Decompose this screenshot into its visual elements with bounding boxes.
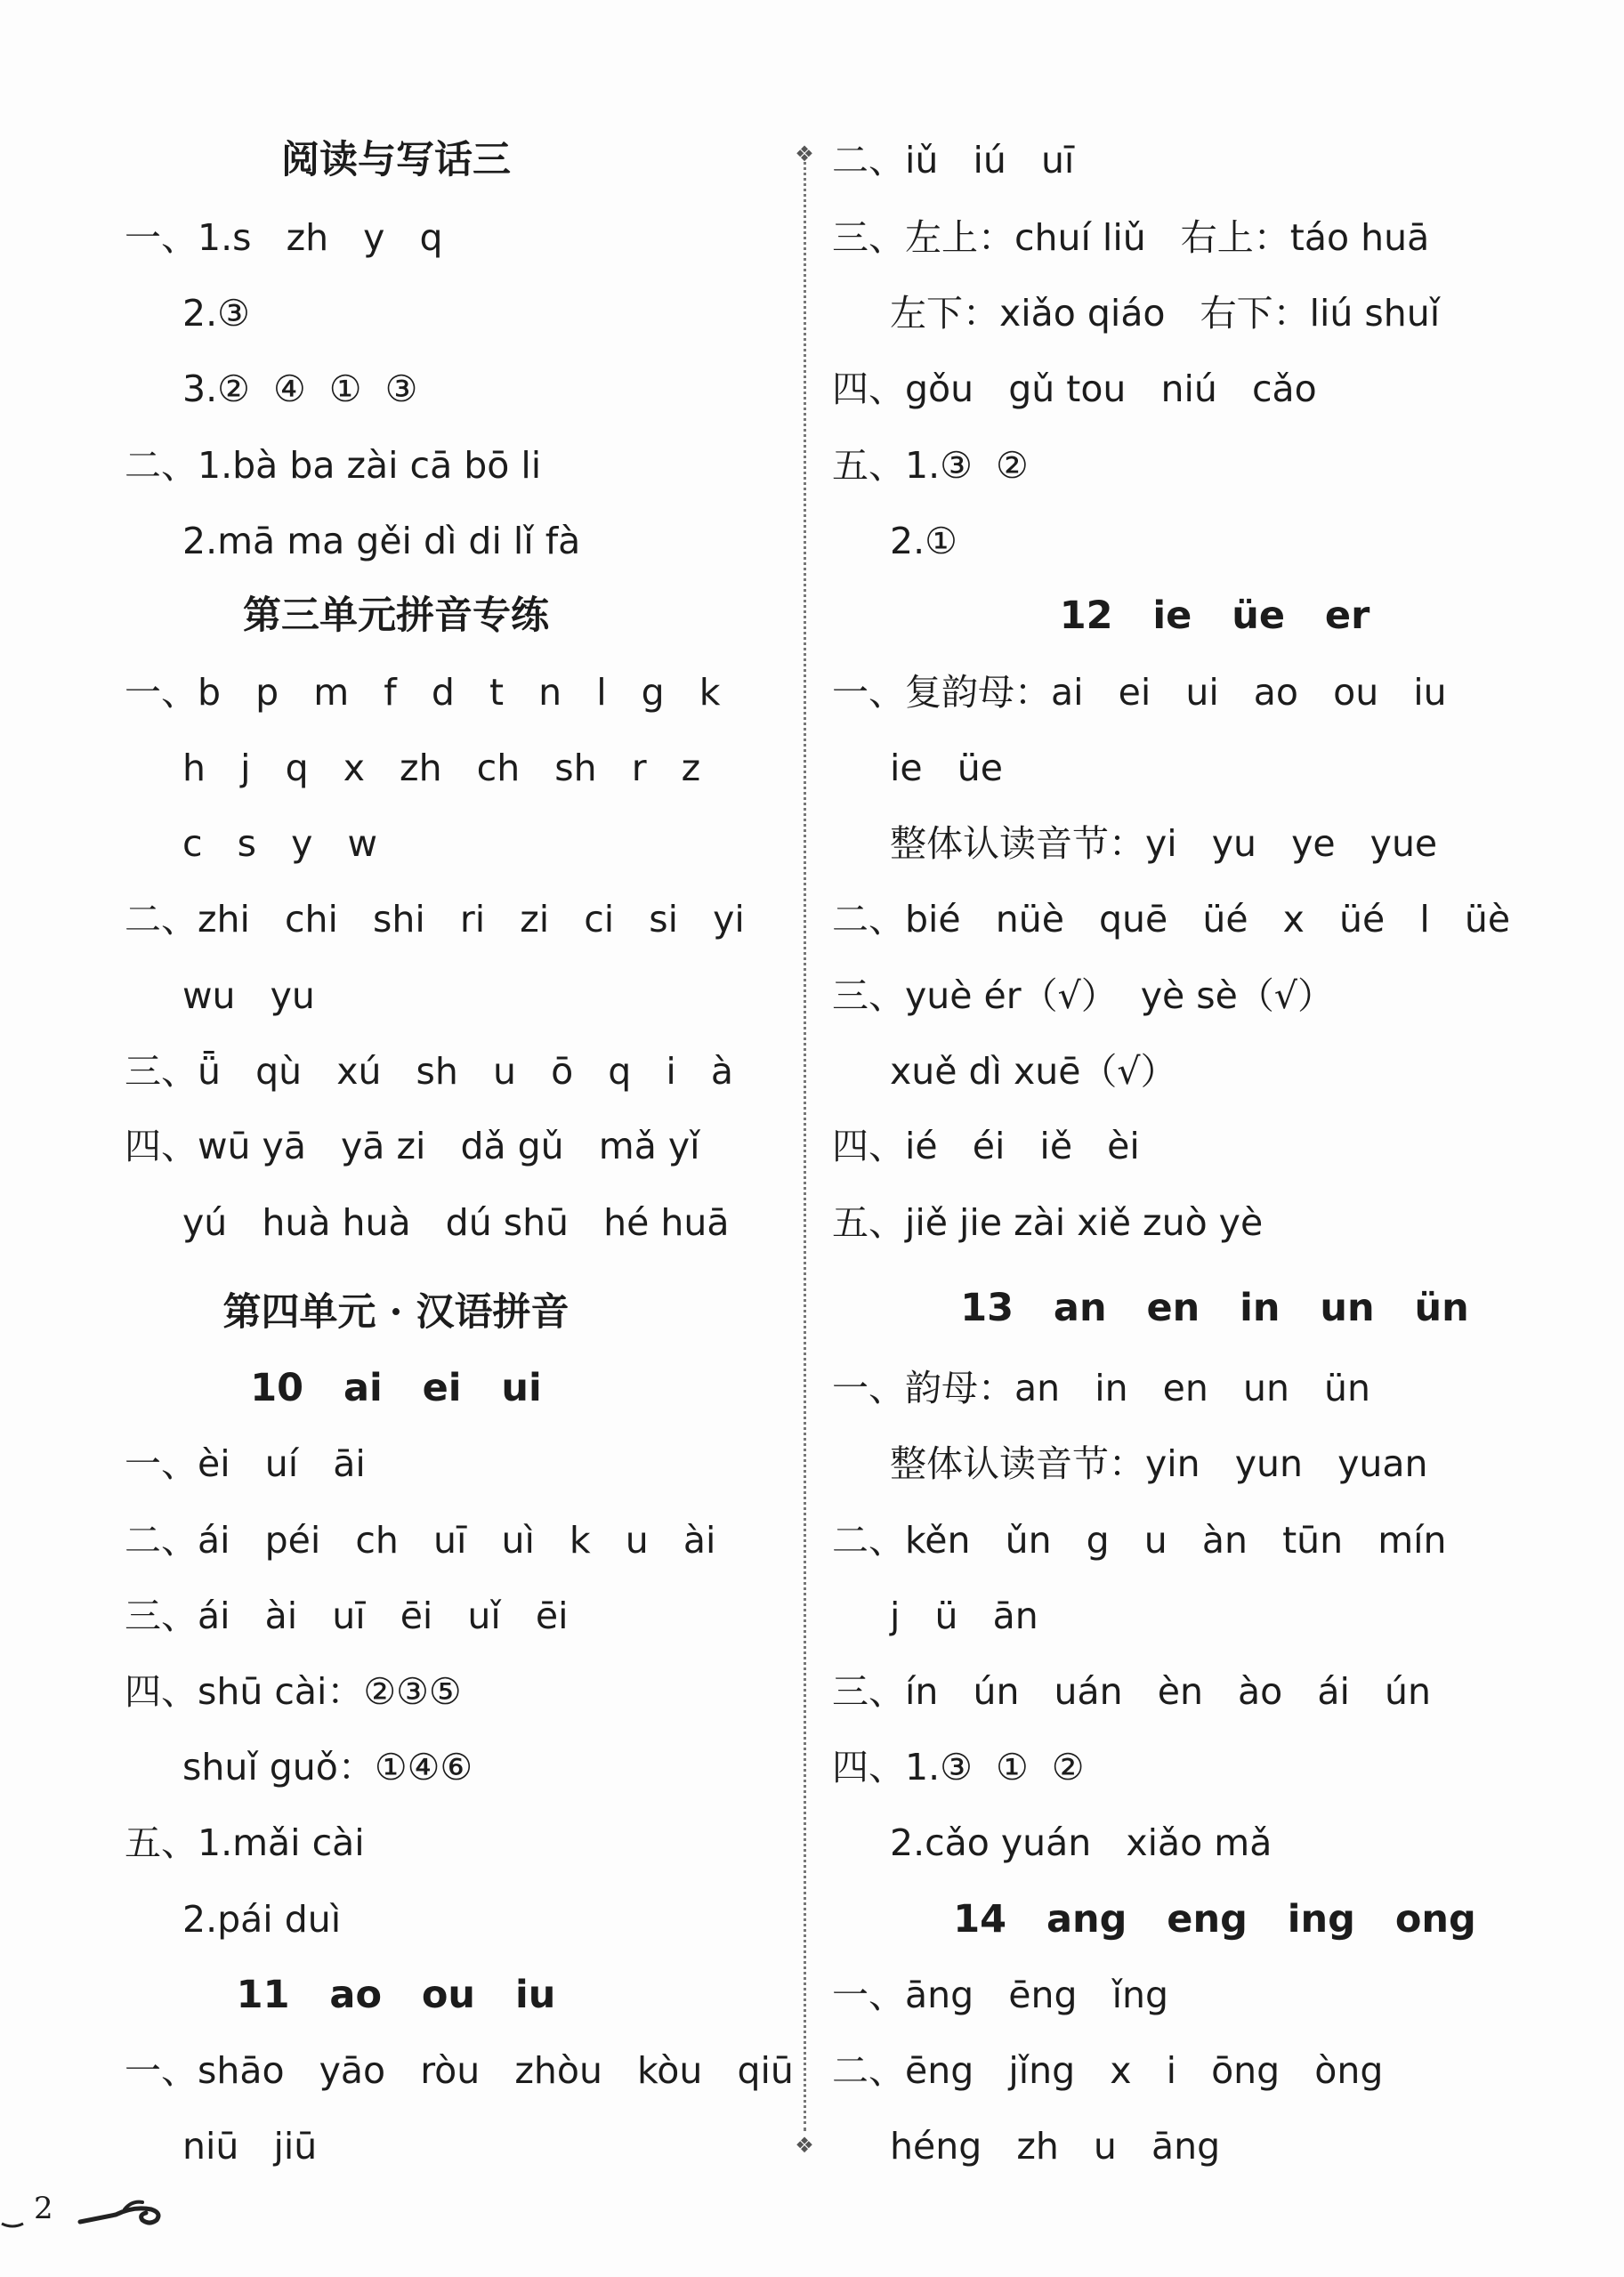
answer-row (182, 969, 792, 1022)
answer-row (890, 1589, 1624, 1643)
answer-row (182, 362, 792, 416)
answer-row (125, 211, 792, 264)
item-label: 五、 (832, 444, 905, 487)
item-label: 三、 (125, 1050, 198, 1093)
answer-text: ín ún uán èn ào ái ún (905, 1670, 1431, 1713)
item-label: 一、 (832, 671, 905, 714)
answer-row (832, 1514, 1624, 1567)
answer-text: 2.pái duì (182, 1898, 342, 1941)
answer-text: bié nüè quē üé x üé l üè (905, 898, 1511, 941)
answer-text: niū jiū (182, 2125, 318, 2168)
answer-text: c s y w (182, 822, 377, 865)
answer-row (832, 211, 1624, 264)
item-label: 二、 (832, 139, 905, 182)
item-label: 二、 (125, 1519, 198, 1562)
item-label: 三、 (832, 1670, 905, 1713)
answer-text: ái ài uī ēi uǐ ēi (198, 1595, 569, 1637)
answer-text: gǒu gǔ tou niú cǎo (905, 367, 1317, 410)
answer-row (832, 2044, 1624, 2097)
item-label: 三、 (832, 974, 905, 1017)
answer-text: j ü ān (890, 1595, 1038, 1637)
answer-row (832, 666, 1624, 719)
item-label: 五、 (832, 1201, 905, 1244)
answer-row (890, 287, 1624, 340)
answer-row (890, 741, 1624, 795)
answer-row (832, 1665, 1624, 1718)
answer-row (832, 439, 1624, 492)
answer-text: ēng jǐng x i ōng òng (905, 2049, 1384, 2092)
answer-row (890, 817, 1624, 870)
answer-text: ǖ qù xú sh u ō q i à (198, 1050, 733, 1093)
answer-text: 1.mǎi cài (198, 1821, 365, 1864)
divider-knot-icon: ❖ (795, 141, 814, 166)
answer-text: 2.③ (182, 292, 250, 335)
answer-row (832, 1968, 1624, 2022)
item-label: 四、 (832, 367, 905, 410)
answer-text: 3.② ④ ① ③ (182, 367, 418, 410)
answer-row (182, 1740, 792, 1794)
answer-text: b p m f d t n l g k (198, 671, 721, 714)
answer-text: 1.③ ① ② (905, 1746, 1085, 1788)
answer-row (182, 514, 792, 568)
item-label: 一、 (125, 1442, 198, 1485)
answer-row (182, 1893, 792, 1946)
section-title-reading: 阅读与写话三 (281, 138, 511, 182)
answer-row (890, 514, 1624, 568)
answer-text: 左上：chuí liǔ 右上：táo huā (905, 216, 1430, 259)
answer-row (832, 362, 1624, 416)
answer-text: ái péi ch uī uì k u ài (198, 1519, 716, 1562)
answer-row (832, 1196, 1624, 1249)
item-label: 二、 (832, 1519, 905, 1562)
answer-text: wū yā yā zi dǎ gǔ mǎ yǐ (198, 1125, 700, 1167)
answer-row (125, 1665, 792, 1718)
answer-row (832, 1361, 1624, 1415)
item-label: 二、 (832, 2049, 905, 2092)
item-label: 四、 (125, 1670, 198, 1713)
answer-row (890, 2120, 1624, 2173)
answer-row (125, 1589, 792, 1643)
answer-text: āng ēng ǐng (905, 1974, 1168, 2016)
answer-text: shuǐ guǒ：①④⑥ (182, 1746, 473, 1788)
answer-text: 韵母：an in en un ün (905, 1367, 1371, 1409)
answer-text: héng zh u āng (890, 2125, 1221, 2168)
item-label: 三、 (832, 216, 905, 259)
answer-row (890, 1437, 1624, 1490)
item-label: 二、 (832, 898, 905, 941)
item-label: 五、 (125, 1821, 198, 1864)
answer-text: shāo yāo ròu zhòu kòu qiū (198, 2049, 794, 2092)
divider-knot-icon: ❖ (795, 2133, 814, 2158)
answer-row (125, 1816, 792, 1869)
answer-row (182, 2120, 792, 2173)
answer-text: ié éi iě èi (905, 1125, 1140, 1167)
lesson-title-12: 12 ie üe er (1059, 593, 1370, 638)
answer-row (832, 1740, 1624, 1794)
item-label: 三、 (125, 1595, 198, 1637)
item-label: 四、 (832, 1125, 905, 1167)
answer-text: jiě jie zài xiě zuò yè (905, 1201, 1264, 1244)
item-label: 一、 (125, 216, 198, 259)
item-label: 二、 (125, 444, 198, 487)
answer-text: 复韵母：ai ei ui ao ou iu (905, 671, 1447, 714)
answer-text: 2.cǎo yuán xiǎo mǎ (890, 1821, 1273, 1864)
answer-text: shū cài：②③⑤ (198, 1670, 462, 1713)
page-number: 2 (34, 2191, 53, 2226)
answer-row (832, 969, 1624, 1022)
answer-row (832, 892, 1624, 946)
answer-text: iǔ iú uī (905, 139, 1075, 182)
cloud-ornament-icon (0, 2184, 169, 2238)
answer-row (125, 1437, 792, 1490)
answer-text: h j q x zh ch sh r z (182, 747, 701, 789)
answer-text: zhi chi shi ri zi ci si yi (198, 898, 745, 941)
section-title-unit3: 第三单元拼音专练 (243, 593, 549, 638)
answer-row (890, 1816, 1624, 1869)
answer-row (125, 892, 792, 946)
item-label: 四、 (832, 1746, 905, 1788)
lesson-title-13: 13 an en in un ün (960, 1286, 1469, 1330)
answer-row (125, 2044, 792, 2097)
left-column (0, 0, 792, 2277)
answer-row (832, 133, 1624, 187)
answer-row (832, 1119, 1624, 1173)
answer-text: ie üe (890, 747, 1003, 789)
answer-text: wu yu (182, 974, 315, 1017)
item-label: 四、 (125, 1125, 198, 1167)
answer-row (890, 1045, 1624, 1098)
lesson-title-10: 10 ai ei ui (250, 1366, 542, 1410)
answer-row (125, 1514, 792, 1567)
answer-text: 整体认读音节：yin yun yuan (890, 1442, 1428, 1485)
answer-row (182, 741, 792, 795)
answer-text: xuě dì xuē（√） (890, 1050, 1177, 1093)
lesson-title-11: 11 ao ou iu (236, 1973, 556, 2017)
item-label: 一、 (125, 2049, 198, 2092)
answer-row (182, 817, 792, 870)
item-label: 一、 (832, 1974, 905, 2016)
lesson-title-14: 14 ang eng ing ong (953, 1897, 1476, 1942)
answer-text: 2.① (890, 520, 957, 562)
answer-text: 整体认读音节：yi yu ye yue (890, 822, 1438, 865)
answer-text: 1.bà ba zài cā bō li (198, 444, 542, 487)
answer-row (125, 1045, 792, 1098)
answer-text: 1.s zh y q (198, 216, 443, 259)
answer-row (125, 666, 792, 719)
section-title-unit4: 第四单元 · 汉语拼音 (222, 1290, 570, 1335)
answer-text: kěn ǔn g u àn tūn mín (905, 1519, 1447, 1562)
answer-text: 左下：xiǎo qiáo 右下：liú shuǐ (890, 292, 1441, 335)
answer-text: 1.③ ② (905, 444, 1029, 487)
answer-text: yú huà huà dú shū hé huā (182, 1201, 730, 1244)
answer-text: 2.mā ma gěi dì di lǐ fà (182, 520, 581, 562)
answer-row (125, 439, 792, 492)
answer-text: yuè ér（√） yè sè（√） (905, 974, 1335, 1017)
item-label: 一、 (125, 671, 198, 714)
item-label: 二、 (125, 898, 198, 941)
answer-text: èi uí āi (198, 1442, 366, 1485)
right-column (805, 0, 1624, 2277)
answer-row (182, 287, 792, 340)
answer-row (125, 1119, 792, 1173)
item-label: 一、 (832, 1367, 905, 1409)
answer-row (182, 1196, 792, 1249)
